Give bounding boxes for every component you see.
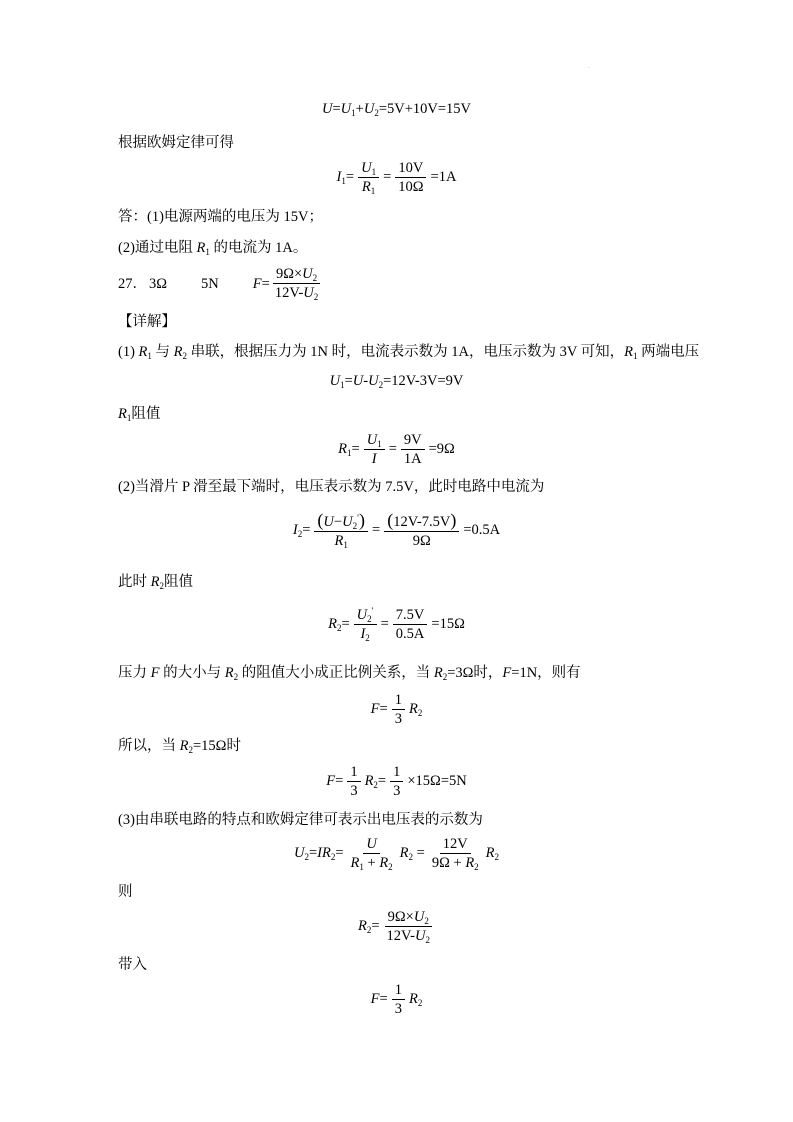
text-part-1: (1) $R_1$ 与 $R_2$ 串联，根据压力为 1N 时，电流表示数为 1A，电压示数为 3V 可知，$R_1$ 两端电压 [118, 344, 700, 361]
section-heading-detail: 【详解】 [118, 314, 176, 330]
equation-u1: $U_1=U-U_2=12V-3V=9V$ [329, 373, 464, 390]
answer-line-1: 答：(1)电源两端的电压为 15V； [118, 209, 324, 225]
answer-27-a1: 3Ω [149, 275, 168, 292]
text-r2-resistance: 此时 $R_2$阻值 [118, 574, 193, 591]
answer-line-2: (2)通过电阻 $R_1$ 的电流为 1A。 [118, 240, 308, 257]
answer-27-a2: 5N [201, 275, 219, 292]
text-part-3: (3)由串联电路的特点和欧姆定律可表示出电压表的示数为 [118, 812, 483, 828]
equation-r2-u2: $R_2=$ $\frac{9\Omega\times U_2}{12V-U_2}$ [357, 909, 430, 945]
answer-27: 27． 3Ω 5N F= $\frac{9\Omega\times U_2}{12V-U_2}$ [118, 266, 319, 302]
text-ohm-law: 根据欧姆定律可得 [118, 135, 234, 151]
answer-27-number: 27． [118, 275, 147, 292]
equation-f-result: F= $\frac{1}{3}$ $R_2=$ $\frac{1}{3}$ ×15Ω=5N [326, 764, 467, 799]
equation-f-r2-final: F= $\frac{1}{3}$ $R_2$ [370, 982, 423, 1017]
equation-f-r2: F= $\frac{1}{3}$ $R_2$ [370, 692, 423, 727]
text-substitute: 带入 [118, 957, 147, 973]
equation-i2: $I_2=$ $\frac{(U-U_2')}{R_1}$ = $\frac{(12V-7.5V)}{9\Omega}$ =0.5A [292, 510, 501, 550]
text-proportion: 压力 F 的大小与 $R_2$ 的阻值大小成正比例关系，当 $R_2=3\Omega$时，F=1N，则有 [118, 665, 581, 682]
text-r1-resistance: $R_1$阻值 [118, 406, 161, 423]
equation-r1: $R_1=$ $\frac{U_1}{I}$ = $\frac{9V}{1A}$ =9Ω [338, 432, 455, 467]
equation-current-i1: $I_1=$ $\frac{U_1}{R_1}$ = $\frac{10V}{10\Omega}$ =1A [336, 160, 457, 196]
equation-u2: $U_2=IR_2=$ $\frac{U}{R_1 + R_2}$ $R_2$ = $\frac{12V}{9\Omega + R_2}$ $R_2$ [293, 836, 500, 872]
equation-r2: $R_2=$ $\frac{U_2'}{I_2}$ = $\frac{7.5V}{0.5A}$ =15Ω [328, 606, 465, 643]
text-so-when: 所以，当 $R_2=15\Omega$时 [118, 738, 241, 755]
text-part-2: (2)当滑片 P 滑至最下端时，电压表示数为 7.5V，此时电路中电流为 [118, 479, 545, 495]
text-then: 则 [118, 884, 133, 900]
corner-mark: . [588, 64, 590, 70]
equation-total-voltage: $U=U_1+U_2=5V+10V=15V$ [321, 101, 472, 118]
